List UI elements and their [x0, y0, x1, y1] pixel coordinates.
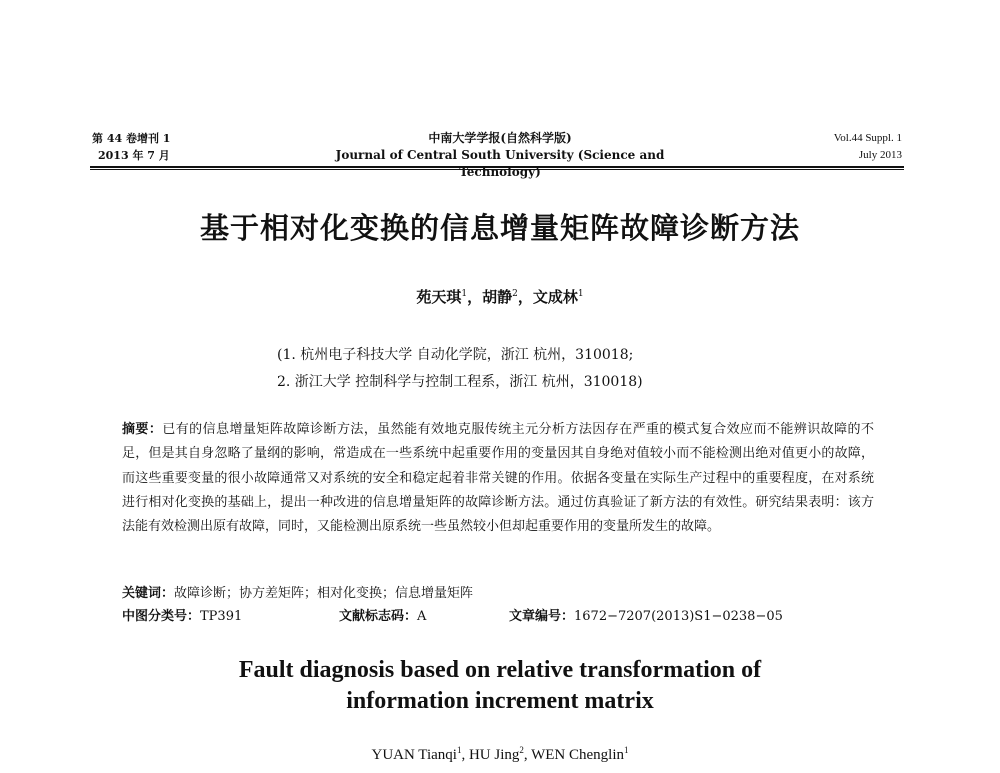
author-separator: ， [517, 288, 533, 306]
author-en: YUAN Tianqi [371, 747, 457, 763]
author-separator: , [523, 747, 532, 763]
document-code [339, 607, 426, 627]
abstract-text: 已有的信息增量矩阵故障诊断方法，虽然能有效地克服传统主元分析方法因存在严重的模式复合效应而不能辨识故障的不足，但是其自身忽略了量纲的影响，常造成在一些系统中起重要作用的变量因其自身绝对值较小而不能检测出绝对值更小的故障，而这些重要变量的很小故障通常又对系统的安全和稳定起着非常关键的作用。依据各变量在实际生产过程中的重要程度，在对系统进行相对化变换的基础上，提出一种改进的信息增量矩阵的故障诊断方法。通过仿真验证了新方法的有效性。研究结果表明：该方法能有效检测出原有故障，同时，又能检测出原系统一些虽然较小但却起重要作用的变量所发生的故障。 [122, 422, 874, 535]
title-en-line-2: information increment matrix [346, 688, 654, 714]
title-en [100, 655, 900, 717]
author-affil-mark: 2 [519, 745, 524, 755]
keywords [122, 584, 473, 604]
affiliation-2: 2. 浙江大学 控制科学与控制工程系，浙江 杭州，310018) [277, 374, 643, 390]
keywords-label: 关键词： [122, 586, 175, 601]
author-en: WEN Chenglin [531, 747, 624, 763]
journal-name-en: Journal of Central South University (Science and Technology) [335, 148, 665, 179]
issue-volume: 第 44 卷增刊 1 [92, 132, 171, 145]
document-code-label: 文献标志码： [339, 609, 418, 624]
author-separator: ， [467, 288, 483, 306]
author-affil-mark: 1 [461, 289, 468, 299]
header-rule-thin [90, 169, 904, 170]
author-cn: 苑天琪 [416, 288, 462, 306]
issue-date-en: July 2013 [858, 149, 902, 161]
keywords-text: 故障诊断；协方差矩阵；相对化变换；信息增量矩阵 [174, 586, 474, 601]
document-code-value: A [417, 609, 427, 624]
author-affil-mark: 2 [512, 289, 518, 299]
clc-value: TP391 [200, 609, 243, 624]
author-affil-mark: 1 [577, 289, 584, 299]
journal-issue-en [760, 130, 902, 164]
header-rule [90, 166, 904, 168]
authors-cn [100, 286, 900, 307]
author-separator: , [461, 747, 469, 763]
article-number-value: 1672−7207(2013)S1−0238−05 [574, 609, 783, 624]
authors-en [100, 745, 900, 764]
abstract-label: 摘要： [122, 422, 163, 437]
author-en: HU Jing [468, 747, 520, 763]
title-cn: 基于相对化变换的信息增量矩阵故障诊断方法 [199, 211, 800, 245]
title-en-line-1: Fault diagnosis based on relative transformation of [238, 657, 762, 683]
abstract [122, 418, 874, 539]
author-cn: 胡静 [482, 288, 513, 306]
issue-volume-en: Vol.44 Suppl. 1 [833, 132, 902, 144]
author-cn: 文成林 [532, 288, 578, 306]
journal-name-cn: 中南大学学报(自然科学版) [428, 131, 572, 145]
author-affil-mark: 1 [624, 745, 629, 755]
clc-number [122, 607, 242, 627]
article-number-label: 文章编号： [509, 609, 575, 624]
affiliation-1: (1. 杭州电子科技大学 自动化学院，浙江 杭州，310018; [277, 347, 634, 363]
journal-name [300, 130, 700, 181]
clc-label: 中图分类号： [122, 609, 201, 624]
author-affil-mark: 1 [456, 745, 462, 755]
article-number [509, 607, 783, 627]
issue-date: 2013 年 7 月 [98, 149, 170, 162]
journal-issue-cn [92, 130, 170, 164]
